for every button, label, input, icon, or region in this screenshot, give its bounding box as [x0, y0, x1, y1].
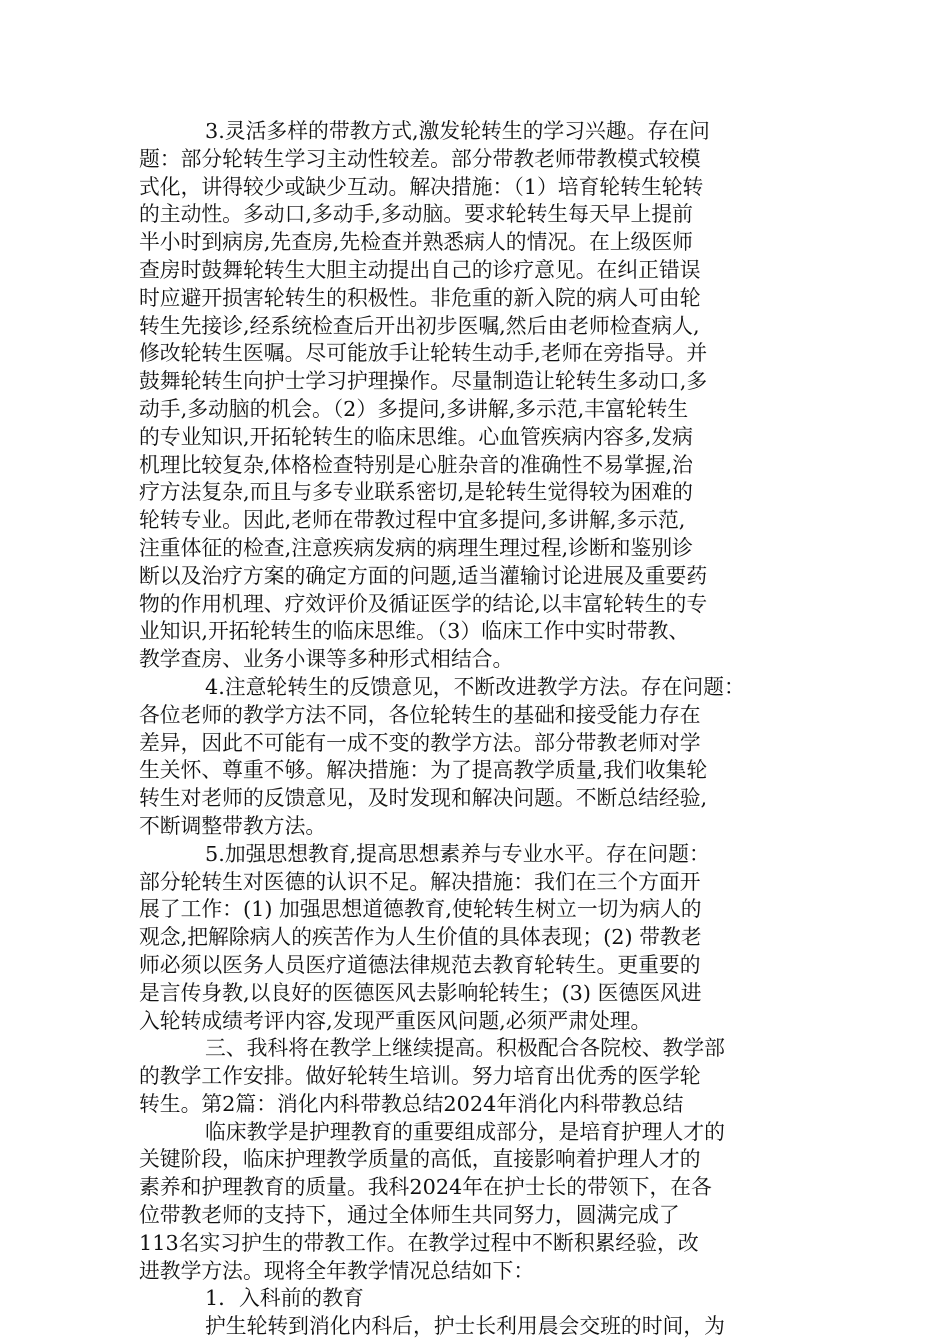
text-line: 式化，讲得较少或缺少互动。解决措施：（1）培育轮转生轮转 — [139, 174, 704, 199]
text-line: 修改轮转生医嘱。尽可能放手让轮转生动手,老师在旁指导。并 — [139, 341, 708, 366]
text-line: 观念,把解除病人的疾苦作为人生价值的具体表现；(2) 带教老 — [139, 925, 702, 950]
text-line: 3.灵活多样的带教方式,激发轮转生的学习兴趣。存在问 — [205, 119, 710, 143]
text-line: 机理比较复杂,体格检查特别是心脏杂音的准确性不易掌握,治 — [139, 452, 693, 477]
text-line: 入轮转成绩考评内容,发现严重医风问题,必须严肃处理。 — [139, 1008, 652, 1033]
text-line: 动手,多动脑的机会。（2）多提问,多讲解,多示范,丰富轮转生 — [139, 396, 689, 421]
text-line: 教学查房、业务小课等多种形式相结合。 — [139, 647, 514, 672]
text-line: 展了工作：(1) 加强思想道德教育,使轮转生树立一切为病人的 — [139, 897, 702, 922]
text-line: 转生。第2篇：消化内科带教总结2024年消化内科带教总结 — [139, 1091, 684, 1116]
text-line: 素养和护理教育的质量。我科2024年在护士长的带领下，在各 — [139, 1175, 712, 1200]
text-line: 4.注意轮转生的反馈意见，不断改进教学方法。存在问题： — [205, 674, 745, 699]
text-line: 鼓舞轮转生向护士学习护理操作。尽量制造让轮转生多动口,多 — [139, 369, 708, 394]
text-line: 113名实习护生的带教工作。在教学过程中不断积累经验，改 — [139, 1230, 699, 1255]
text-line: 题：部分轮转生学习主动性较差。部分带教老师带教模式较模 — [139, 146, 701, 171]
text-line: 位带教老师的支持下，通过全体师生共同努力，圆满完成了 — [139, 1203, 680, 1228]
text-line: 1．入科前的教育 — [205, 1286, 364, 1311]
text-line: 转生对老师的反馈意见，及时发现和解决问题。不断总结经验, — [139, 786, 708, 811]
text-line: 不断调整带教方法。 — [139, 813, 327, 838]
text-line: 师必须以医务人员医疗道德法律规范去教育轮转生。更重要的 — [139, 952, 701, 977]
text-line: 业知识,开拓轮转生的临床思维。（3）临床工作中实时带教、 — [139, 619, 690, 644]
text-line: 5.加强思想教育,提高思想素养与专业水平。存在问题： — [205, 841, 710, 866]
text-line: 是言传身教,以良好的医德医风去影响轮转生；(3) 医德医风进 — [139, 980, 702, 1005]
text-line: 疗方法复杂,而且与多专业联系密切,是轮转生觉得较为困难的 — [139, 480, 693, 505]
text-line: 各位老师的教学方法不同，各位轮转生的基础和接受能力存在 — [139, 702, 701, 727]
text-line: 关键阶段，临床护理教学质量的高低，直接影响着护理人才的 — [139, 1147, 701, 1172]
text-line: 临床教学是护理教育的重要组成部分，是培育护理人才的 — [205, 1119, 725, 1144]
text-line: 注重体征的检查,注意疾病发病的病理生理过程,诊断和鉴别诊 — [139, 535, 693, 560]
text-line: 护生轮转到消化内科后，护士长利用晨会交班的时间，为 — [205, 1314, 725, 1339]
text-line: 查房时鼓舞轮转生大胆主动提出自己的诊疗意见。在纠正错误 — [139, 257, 701, 282]
text-line: 物的作用机理、疗效评价及循证医学的结论,以丰富轮转生的专 — [139, 591, 708, 616]
text-line: 生关怀、尊重不够。解决措施：为了提高教学质量,我们收集轮 — [139, 758, 708, 783]
document-body — [139, 118, 829, 1341]
text-line: 时应避开损害轮转生的积极性。非危重的新入院的病人可由轮 — [139, 285, 701, 310]
text-line: 的主动性。多动口,多动手,多动脑。要求轮转生每天早上提前 — [139, 202, 693, 227]
text-line: 差异，因此不可能有一成不变的教学方法。部分带教老师对学 — [139, 730, 701, 755]
text-line: 半小时到病房,先查房,先检查并熟悉病人的情况。在上级医师 — [139, 230, 693, 255]
text-line: 的专业知识,开拓轮转生的临床思维。心血管疾病内容多,发病 — [139, 424, 693, 449]
text-line: 断以及治疗方案的确定方面的问题,适当灌输讨论进展及重要药 — [139, 563, 708, 588]
text-line: 三、我科将在教学上继续提高。积极配合各院校、教学部 — [205, 1036, 725, 1061]
text-line: 轮转专业。因此,老师在带教过程中宜多提问,多讲解,多示范, — [139, 508, 686, 533]
text-line: 转生先接诊,经系统检查后开出初步医嘱,然后由老师检查病人, — [139, 313, 700, 338]
text-line: 的教学工作安排。做好轮转生培训。努力培育出优秀的医学轮 — [139, 1064, 701, 1089]
text-line: 部分轮转生对医德的认识不足。解决措施：我们在三个方面开 — [139, 869, 701, 894]
text-line: 进教学方法。现将全年教学情况总结如下： — [139, 1258, 535, 1283]
